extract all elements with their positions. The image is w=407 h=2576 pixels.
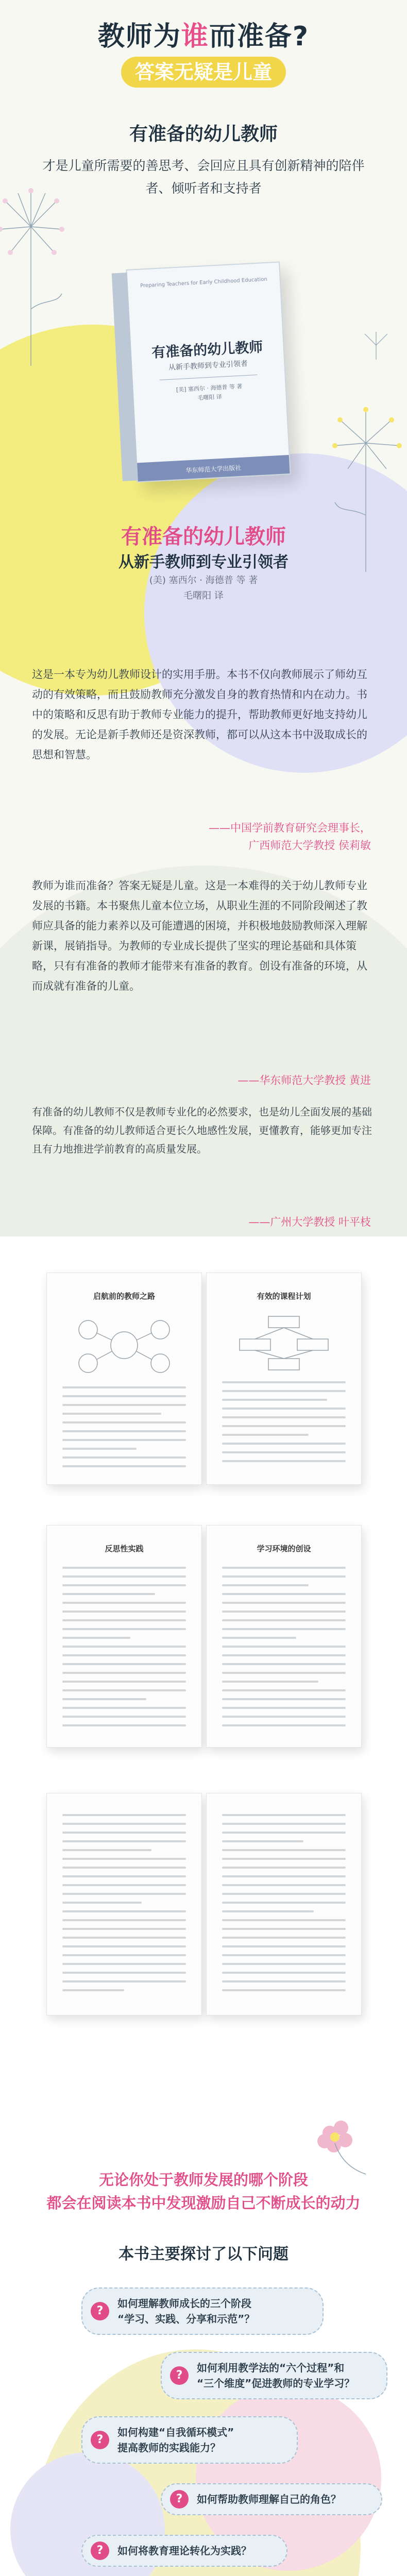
question-item — [81, 2535, 287, 2567]
questions-intro: 本书主要探讨了以下问题 — [118, 2245, 289, 2263]
question-text: 如何利用教学法的“六个过程”和 “三个维度”促进教师的专业学习？ — [197, 2362, 355, 2389]
review-source: ——华东师范大学教授 黄进 — [238, 1074, 371, 1087]
sample-page — [206, 1525, 362, 1748]
diagram-icon — [67, 1314, 181, 1376]
cover-title: 有准备的幼儿教师 — [151, 339, 263, 361]
page-text-lines — [62, 1386, 186, 1474]
sample-page-title: 有效的课程计划 — [257, 1292, 311, 1301]
heading-accent: 谁 — [181, 21, 209, 52]
review-text: 有准备的幼儿教师不仅是教师专业化的必然要求，也是幼儿全面发展的基础保障。有准备的幼儿教师适合更长久地感性发展，更懂教育，能够更加专注且有力地推进学前教育的高质量发展。 — [32, 1106, 372, 1155]
questions-section — [0, 2092, 407, 2576]
page-text-lines — [62, 1814, 186, 1998]
review-text: 这是一本专为幼儿教师设计的实用手册。本书不仅向教师展示了师幼互动的有效策略，而且鼓励教师充分激发自身的教育热情和内在动力。书中的策略和反思有助于教师专业能力的提升，帮助教师更好地支持幼儿的发展。无论是新手教师还是资深教师，都可以从这本书中汲取成长的思想和智慧。 — [32, 668, 367, 761]
page-text-lines — [222, 1381, 346, 1469]
sample-page — [206, 1273, 362, 1485]
cover-publisher: 华东师范大学出版社 — [185, 464, 242, 474]
sample-page — [46, 1525, 202, 1748]
info-translator: 毛曙阳 译 — [183, 590, 224, 601]
question-mark-icon: ? — [170, 2366, 189, 2385]
question-item — [161, 2483, 382, 2515]
question-mark-icon: ? — [91, 2302, 109, 2320]
book-title: 有准备的幼儿教师 — [129, 124, 278, 145]
cover-subtitle: 从新手教师到专业引领者 — [168, 359, 248, 372]
sample-page-title: 反思性实践 — [105, 1544, 144, 1553]
info-author: (美) 塞西尔 · 海德普 等 著 — [149, 575, 258, 586]
hero-section — [0, 0, 407, 1236]
questions-subheading: 都会在阅读本书中发现激励自己不断成长的动力 — [46, 2194, 361, 2212]
question-item — [81, 2416, 298, 2464]
page-text-lines — [222, 1567, 346, 1733]
flowchart-icon — [238, 1314, 330, 1371]
cover-authors: [美] 塞西尔 · 海德普 等 著 毛曙阳 译 — [176, 383, 243, 402]
sample-page-title: 学习环境的创设 — [257, 1544, 311, 1553]
question-mark-icon: ? — [170, 2490, 189, 2509]
sample-page — [46, 1273, 202, 1485]
question-mark-icon: ? — [91, 2431, 109, 2449]
sample-pages-section — [0, 1236, 407, 2092]
book-cover — [126, 261, 291, 482]
question-text: 如何将教育理论转化为实践？ — [117, 2545, 251, 2557]
questions-heading: 无论你处于教师发展的哪个阶段 — [98, 2171, 308, 2189]
sample-page — [206, 1793, 362, 2015]
question-mark-icon: ? — [91, 2541, 109, 2560]
sample-page — [46, 1793, 202, 2015]
question-item — [81, 2287, 324, 2335]
review-source: ——中国学前教育研究会理事长， 广西师范大学教授 侯莉敏 — [209, 822, 371, 852]
cover-divider — [160, 375, 258, 380]
answer-badge: 答案无疑是儿童 — [121, 57, 286, 88]
review-source: ——广州大学教授 叶平枝 — [248, 1216, 371, 1228]
question-item — [161, 2352, 387, 2399]
seed-icon — [361, 330, 392, 361]
review-text: 教师为谁而准备？答案无疑是儿童。这是一本难得的关于幼儿教师专业发展的书籍。本书聚焦儿童本位立场，从职业生涯的不同阶段阐述了教师应具备的能力素养以及可能遭遇的困境，并积极地鼓励教师深入理解新课，展销指导。为教师的专业成长提供了坚实的理论基础和具体策略，只有有准备的教师才能带来有准备的教育。创设有准备的环境，从而成就有准备的儿童。 — [32, 879, 367, 992]
page-text-lines — [62, 1567, 186, 1733]
question-text: 如何构建“自我循环模式” 提高教师的实践能力？ — [117, 2426, 234, 2454]
heading-text: 教师为 — [97, 21, 181, 52]
dandelion-icon — [0, 180, 82, 366]
hero-heading — [0, 14, 407, 53]
sample-page-title: 启航前的教师之路 — [93, 1292, 155, 1301]
question-text: 如何理解教师成长的三个阶段 “学习、实践、分享和示范”？ — [117, 2297, 255, 2325]
heading-text: 而准备? — [209, 21, 310, 52]
cover-english-title: Preparing Teachers for Early Childhood Education — [140, 276, 267, 289]
info-meta — [0, 573, 407, 604]
hero-tagline: 才是儿童所需要的善思考、会回应且具有创新精神的陪伴者、倾听者和支持者 — [42, 158, 365, 196]
question-text: 如何帮助教师理解自己的角色？ — [197, 2493, 341, 2505]
info-subtitle: 从新手教师到专业引领者 — [118, 553, 289, 571]
info-title: 有准备的幼儿教师 — [121, 525, 286, 549]
page-text-lines — [222, 1814, 346, 1998]
